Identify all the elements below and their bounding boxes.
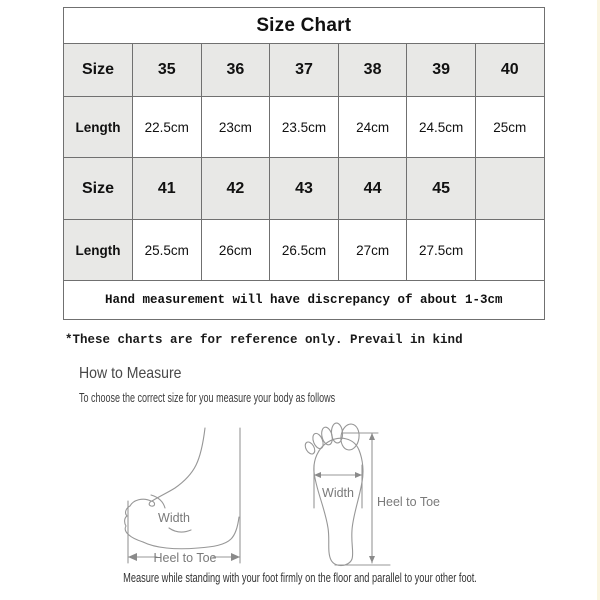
length-cell: 25cm xyxy=(475,97,544,158)
length-cell: 26.5cm xyxy=(270,220,339,281)
size-cell: 41 xyxy=(133,158,202,220)
size-cell: 35 xyxy=(133,44,202,97)
table-note-row xyxy=(64,281,545,320)
size-cell: 39 xyxy=(407,44,476,97)
length-cell-empty xyxy=(475,220,544,281)
measurement-discrepancy-note: Hand measurement will have discrepancy of about 1-3cm xyxy=(64,281,545,320)
length-cell: 25.5cm xyxy=(133,220,202,281)
size-row-label: Size xyxy=(64,44,133,97)
size-row-label: Size xyxy=(64,158,133,220)
how-to-measure-subheading: To choose the correct size for you measure your body as follows xyxy=(79,391,336,405)
size-chart-title: Size Chart xyxy=(64,8,545,44)
measuring-instruction-caption: Measure while standing with your foot firmly on the floor and parallel to your other foot. xyxy=(123,571,477,585)
foot-sole-top-view-diagram xyxy=(298,420,441,570)
length-row-2 xyxy=(64,220,545,281)
size-cell: 37 xyxy=(270,44,339,97)
size-row-1 xyxy=(64,44,545,97)
side-view-heel-to-toe-label: Heel to Toe xyxy=(153,551,217,565)
size-row-2 xyxy=(64,158,545,220)
top-view-heel-to-toe-label: Heel to Toe xyxy=(377,495,441,509)
size-cell: 45 xyxy=(407,158,476,220)
length-cell: 26cm xyxy=(201,220,270,281)
top-view-width-label: Width xyxy=(322,486,354,500)
length-cell: 23cm xyxy=(201,97,270,158)
length-cell: 23.5cm xyxy=(270,97,339,158)
length-cell: 24cm xyxy=(338,97,407,158)
size-cell: 43 xyxy=(270,158,339,220)
how-to-measure-heading: How to Measure xyxy=(79,365,182,382)
reference-disclaimer: *These charts are for reference only. Prevail in kind xyxy=(65,333,463,347)
size-chart-table xyxy=(63,7,545,320)
length-cell: 27cm xyxy=(338,220,407,281)
length-row-label: Length xyxy=(64,220,133,281)
size-cell-empty xyxy=(475,158,544,220)
length-cell: 27.5cm xyxy=(407,220,476,281)
foot-side-view-diagram xyxy=(113,421,263,569)
length-row-1 xyxy=(64,97,545,158)
length-cell: 22.5cm xyxy=(133,97,202,158)
length-cell: 24.5cm xyxy=(407,97,476,158)
table-title-row xyxy=(64,8,545,44)
size-cell: 38 xyxy=(338,44,407,97)
length-row-label: Length xyxy=(64,97,133,158)
size-cell: 42 xyxy=(201,158,270,220)
side-view-width-label: Width xyxy=(158,511,190,525)
size-cell: 44 xyxy=(338,158,407,220)
size-cell: 40 xyxy=(475,44,544,97)
size-cell: 36 xyxy=(201,44,270,97)
